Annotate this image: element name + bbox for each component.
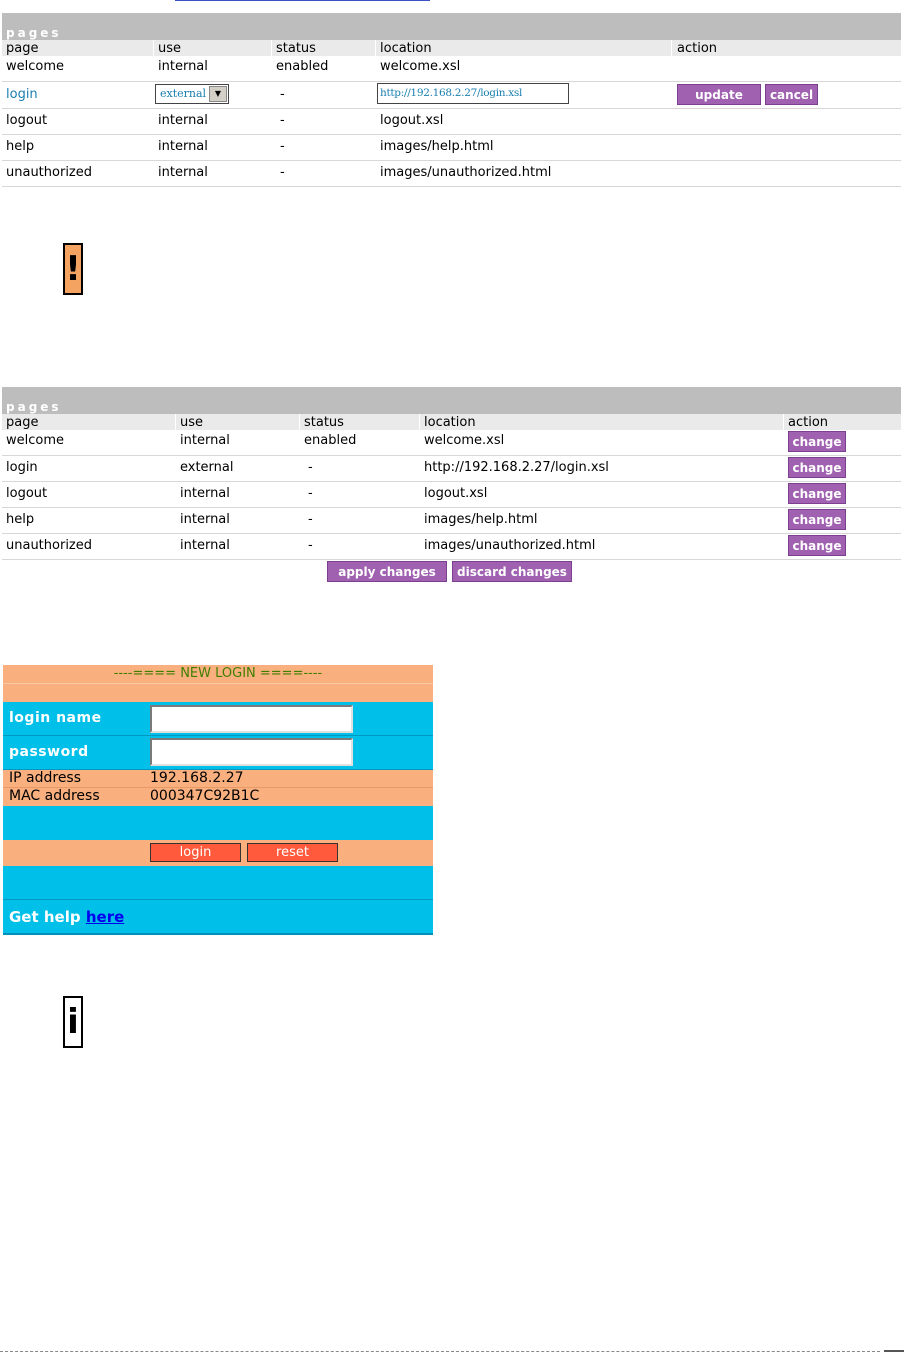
login-name-input[interactable]: [150, 705, 353, 733]
cell-location: welcome.xsl: [424, 433, 505, 448]
cell-use: internal: [158, 139, 208, 154]
footer-mark: [884, 1350, 904, 1352]
cell-location: logout.xsl: [380, 113, 444, 128]
col-use: use: [180, 415, 204, 430]
column-header-row: [2, 40, 901, 56]
table-row-editing: [2, 82, 901, 109]
help-link[interactable]: here: [85, 908, 125, 926]
use-select-value: external: [160, 87, 207, 100]
table-row: [2, 109, 901, 135]
change-button[interactable]: change: [788, 509, 846, 530]
table-footer: [2, 560, 901, 584]
col-location: location: [380, 41, 432, 56]
cell-status: -: [280, 87, 285, 102]
table-row: [2, 56, 901, 82]
cell-page: welcome: [6, 59, 65, 74]
col-page: page: [6, 415, 39, 430]
cell-location: http://192.168.2.27/login.xsl: [424, 460, 609, 475]
table-title: pages: [6, 26, 62, 40]
reset-button[interactable]: reset: [247, 843, 338, 862]
login-button[interactable]: login: [150, 843, 241, 862]
change-button[interactable]: change: [788, 483, 846, 504]
cell-use: internal: [180, 512, 230, 527]
password-input[interactable]: [150, 738, 353, 766]
warning-exclamation-icon: !: [63, 243, 83, 295]
footer-divider: [0, 1351, 880, 1352]
table-row: [2, 430, 901, 456]
mac-value: 000347C92B1C: [150, 788, 260, 804]
cell-status: -: [280, 165, 285, 180]
col-use: use: [158, 41, 182, 56]
cell-use: internal: [180, 433, 230, 448]
cell-page: login: [6, 87, 38, 102]
col-status: status: [276, 41, 316, 56]
cell-location: images/unauthorized.html: [380, 165, 552, 180]
update-button[interactable]: update: [677, 84, 761, 105]
use-select[interactable]: [155, 84, 229, 104]
cell-page: logout: [6, 486, 48, 501]
table-row: [2, 482, 901, 508]
cell-location: logout.xsl: [424, 486, 488, 501]
login-name-label: login name: [9, 710, 102, 726]
table-row: [2, 456, 901, 482]
cell-location: images/unauthorized.html: [424, 538, 596, 553]
cell-status: enabled: [304, 433, 357, 448]
cell-status: -: [308, 460, 313, 475]
cell-status: -: [280, 113, 285, 128]
cell-page: unauthorized: [6, 165, 93, 180]
cell-page: help: [6, 139, 35, 154]
form-spacer: [3, 866, 433, 900]
chevron-down-icon[interactable]: ▼: [209, 86, 227, 102]
cell-page: help: [6, 512, 35, 527]
cell-page: login: [6, 460, 38, 475]
table-title-bar: [2, 13, 901, 40]
cell-status: -: [308, 486, 313, 501]
cell-use: external: [180, 460, 234, 475]
help-text: [9, 908, 124, 926]
password-row: [3, 736, 433, 770]
form-buttons-row: [3, 840, 433, 866]
location-input[interactable]: http://192.168.2.27/login.xsl: [377, 83, 569, 104]
mac-row: [3, 788, 433, 806]
cell-use: internal: [158, 113, 208, 128]
table-row: [2, 534, 901, 560]
col-page: page: [6, 41, 39, 56]
col-location: location: [424, 415, 476, 430]
ip-label: IP address: [9, 770, 82, 786]
ip-value: 192.168.2.27: [150, 770, 244, 786]
pages-table: [2, 387, 901, 584]
table-row: [2, 508, 901, 534]
ip-row: [3, 770, 433, 788]
help-row: [3, 900, 433, 935]
table-row: [2, 161, 901, 187]
cancel-button[interactable]: cancel: [765, 84, 818, 105]
change-button[interactable]: change: [788, 535, 846, 556]
cell-use: internal: [158, 59, 208, 74]
cell-use: internal: [180, 538, 230, 553]
cell-location: images/help.html: [424, 512, 538, 527]
form-spacer: [3, 683, 433, 702]
table-title-bar: [2, 387, 901, 414]
cell-status: enabled: [276, 59, 329, 74]
cell-use: internal: [180, 486, 230, 501]
table-row: [2, 135, 901, 161]
info-icon: i: [63, 996, 83, 1048]
cell-location: images/help.html: [380, 139, 494, 154]
login-form-preview: [3, 665, 433, 935]
cell-location: welcome.xsl: [380, 59, 461, 74]
cell-page: welcome: [6, 433, 65, 448]
table-title: pages: [6, 400, 62, 414]
col-status: status: [304, 415, 344, 430]
col-action: action: [677, 41, 718, 56]
cell-status: -: [308, 538, 313, 553]
cell-page: unauthorized: [6, 538, 93, 553]
password-label: password: [9, 744, 89, 760]
cell-status: -: [280, 139, 285, 154]
change-button[interactable]: change: [788, 431, 846, 452]
login-name-row: [3, 702, 433, 736]
form-spacer: [3, 806, 433, 840]
cell-page: logout: [6, 113, 48, 128]
change-button[interactable]: change: [788, 457, 846, 478]
cell-status: -: [308, 512, 313, 527]
apply-changes-button[interactable]: apply changes: [327, 561, 447, 582]
top-link-underline: [175, 0, 430, 1]
cell-use: internal: [158, 165, 208, 180]
col-action: action: [788, 415, 829, 430]
login-form-title: ----==== NEW LOGIN ====----: [3, 665, 433, 683]
mac-label: MAC address: [9, 788, 100, 804]
pages-table-edit: [2, 13, 901, 187]
column-header-row: [2, 414, 901, 430]
discard-changes-button[interactable]: discard changes: [452, 561, 572, 582]
help-label: Get help: [9, 908, 81, 926]
